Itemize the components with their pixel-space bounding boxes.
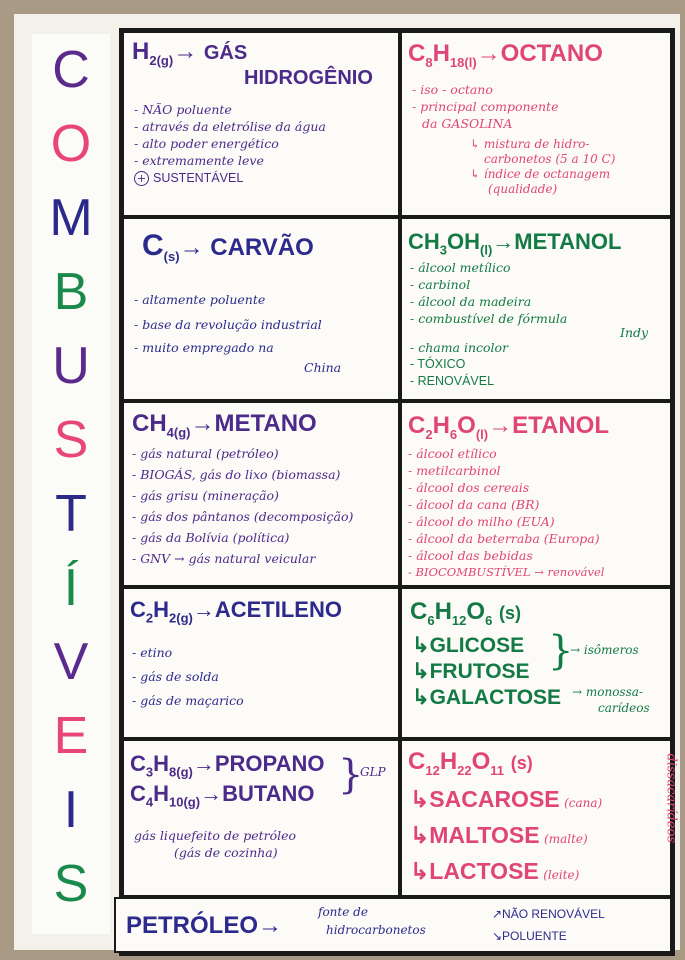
- glicose-s3: 6: [485, 612, 493, 628]
- petroleo-r2: ↘POLUENTE: [492, 929, 567, 943]
- sacarose-s3: 11: [490, 762, 505, 778]
- h2-item-2: - alto poder energético: [134, 136, 279, 151]
- etanol-c: C: [408, 412, 426, 439]
- sacarose-sugar-1: ↳MALTOSE: [410, 822, 540, 848]
- carvao-item-2: - muito empregado na: [134, 340, 274, 355]
- acetileno-item-1: - gás de solda: [132, 669, 219, 684]
- title-letter: S: [53, 855, 89, 913]
- title-letter: T: [55, 485, 87, 543]
- glicose-s2: 12: [451, 612, 467, 628]
- octano-arrow: →: [476, 40, 501, 67]
- octano-s1: 8: [425, 54, 433, 70]
- octano-note-3: (qualidade): [488, 182, 558, 196]
- metano-item-5: - GNV → gás natural veicular: [132, 551, 316, 566]
- carvao-item-0: - altamente poluente: [134, 292, 266, 307]
- title-letter: E: [53, 707, 89, 765]
- acetileno-item-0: - etino: [132, 645, 173, 660]
- sacarose-side: dissacarídeos: [663, 753, 679, 843]
- sacarose-h: H: [439, 748, 458, 775]
- metano-ch: CH: [132, 410, 167, 437]
- glicose-note3: carídeos: [598, 701, 650, 715]
- etanol-h: H: [432, 412, 450, 439]
- etanol-item-3: - álcool da cana (BR): [408, 497, 540, 512]
- octano-note-1: carbonetos (5 a 10 C): [484, 152, 616, 166]
- poster: [14, 14, 680, 950]
- h2-name1: GÁS: [203, 42, 248, 64]
- h2-item-1: - através da eletrólise da água: [134, 119, 326, 134]
- butano-s2: 10(g): [169, 794, 201, 810]
- petroleo-name: PETRÓLEO: [126, 912, 259, 939]
- octano-item-2: da GASOLINA: [422, 116, 513, 131]
- cell-petroleo: [114, 897, 672, 953]
- h2-arrow: →: [173, 38, 198, 65]
- etanol-name: ETANOL: [512, 412, 609, 439]
- glicose-brace: }: [548, 628, 574, 674]
- cell-acetileno: [122, 587, 400, 739]
- cell-glicose: [400, 587, 672, 739]
- glicose-note2: → monossa-: [572, 685, 643, 699]
- acetileno-name: ACETILENO: [214, 597, 342, 622]
- h2-item-3: - extremamente leve: [134, 153, 264, 168]
- etanol-item-6: - álcool das bebidas: [408, 548, 533, 563]
- sacarose-s1: 12: [425, 762, 440, 778]
- propano-name: →PROPANO: [192, 751, 325, 776]
- metanol-item-0: - álcool metílico: [410, 260, 511, 275]
- glicose-sugar-0: ↳GLICOSE: [412, 634, 525, 657]
- metanol-item-5: - chama incolor: [410, 340, 509, 355]
- h2-sub: 2(g): [149, 52, 174, 68]
- sacarose-src-2: (leite): [543, 868, 580, 882]
- glicose-o: O: [466, 598, 486, 625]
- cell-sacarose: [400, 739, 679, 897]
- glicose-state: (s): [498, 603, 521, 623]
- petroleo-arrow: →: [258, 912, 283, 939]
- etanol-item-7: - BIOCOMBUSTÍVEL → renovável: [408, 565, 605, 579]
- metano-item-4: - gás da Bolívia (política): [132, 530, 290, 545]
- title-letter: M: [49, 189, 93, 247]
- etanol-s1: 2: [425, 426, 433, 442]
- metanol-oh: OH: [447, 229, 481, 254]
- metano-name: METANO: [214, 410, 317, 437]
- metano-item-2: - gás grisu (mineração): [132, 488, 279, 503]
- sacarose-sugar-2: ↳LACTOSE: [410, 858, 539, 884]
- metanol-arrow: →: [492, 229, 515, 254]
- etanol-item-1: - metilcarbinol: [408, 463, 501, 478]
- sacarose-src-1: (malte): [544, 832, 588, 846]
- acetileno-s1: 2: [145, 610, 154, 626]
- cell-glp: [122, 739, 400, 897]
- butano-c: C: [130, 781, 146, 806]
- metanol-s2: (l): [480, 242, 493, 258]
- octano-item-1: - principal componente: [412, 99, 559, 114]
- metano-arrow: →: [190, 410, 215, 437]
- etanol-item-4: - álcool do milho (EUA): [408, 514, 555, 529]
- octano-s2: 18(l): [449, 54, 477, 70]
- metano-item-0: - gás natural (petróleo): [132, 446, 279, 461]
- etanol-arrow: →: [488, 412, 513, 439]
- cell-octano: [400, 31, 672, 217]
- h2-item-0: - NÃO poluente: [134, 102, 232, 117]
- cell-metano: [122, 401, 400, 587]
- sacarose-s2: 22: [457, 762, 472, 778]
- title-letter: Í: [63, 559, 79, 617]
- octano-h: H: [432, 40, 450, 67]
- title-letter: I: [63, 781, 79, 839]
- sacarose-state: (s): [510, 753, 533, 773]
- table-grid: [119, 28, 679, 956]
- etanol-o: O: [457, 412, 476, 439]
- metanol-name: METANOL: [514, 229, 622, 254]
- propano-s2: 8(g): [169, 764, 193, 780]
- acetileno-h: H: [153, 597, 170, 622]
- metanol-item-4: Indy: [620, 325, 649, 340]
- vertical-title: [32, 34, 110, 934]
- octano-c: C: [408, 40, 426, 67]
- petroleo-r1: ↗NÃO RENOVÁVEL: [492, 907, 605, 921]
- h2-name2: HIDROGÊNIO: [244, 67, 373, 89]
- sacarose-o: O: [471, 748, 491, 775]
- petroleo-desc2: hidrocarbonetos: [326, 923, 426, 937]
- acetileno-item-2: - gás de maçarico: [132, 693, 244, 708]
- etanol-item-2: - álcool dos cereais: [408, 480, 530, 495]
- octano-note-0: ↳ mistura de hidro-: [470, 137, 590, 151]
- title-letter: U: [52, 337, 90, 395]
- butano-s1: 4: [145, 794, 154, 810]
- glicose-sugar-2: ↳GALACTOSE: [412, 686, 562, 709]
- metanol-item-3: - combustível de fórmula: [410, 311, 568, 326]
- glp-item-0: gás liquefeito de petróleo: [134, 828, 297, 843]
- octano-note-2: ↳ índice de octanagem: [470, 167, 611, 181]
- carvao-item-3: China: [304, 360, 342, 375]
- petroleo-desc1: fonte de: [318, 905, 368, 919]
- glicose-sugar-1: ↳FRUTOSE: [412, 660, 530, 683]
- metanol-item-7: - RENOVÁVEL: [410, 374, 495, 388]
- cell-etanol: [400, 401, 672, 587]
- glicose-note1: → isômeros: [570, 643, 639, 657]
- cell-hidrogenio: [122, 31, 400, 217]
- sacarose-c: C: [408, 748, 426, 775]
- glp-label: GLP: [360, 765, 386, 779]
- propano-s1: 3: [145, 764, 154, 780]
- etanol-s2: 6: [449, 426, 458, 442]
- acetileno-c: C: [130, 597, 146, 622]
- etanol-s3: (l): [475, 426, 489, 442]
- acetileno-s2: 2(g): [169, 610, 193, 626]
- sacarose-sugar-0: ↳SACAROSE: [410, 786, 560, 812]
- plus-icon: +: [134, 171, 149, 186]
- glp-item-1: (gás de cozinha): [174, 845, 278, 860]
- propano-h: H: [153, 751, 170, 776]
- metanol-item-2: - álcool da madeira: [410, 294, 532, 309]
- metanol-ch: CH: [408, 229, 440, 254]
- h2-last: SUSTENTÁVEL: [152, 171, 244, 185]
- title-letter: V: [53, 633, 89, 691]
- sacarose-src-0: (cana): [564, 796, 603, 810]
- metano-item-1: - BIOGÁS, gás do lixo (biomassa): [132, 467, 341, 482]
- carvao-name: CARVÃO: [210, 234, 314, 261]
- etanol-item-5: - álcool da beterraba (Europa): [408, 531, 600, 546]
- metanol-s1: 3: [439, 242, 448, 258]
- acetileno-arrow: →: [192, 597, 215, 622]
- glicose-h: H: [434, 598, 452, 625]
- carvao-c: C: [142, 229, 164, 262]
- metano-item-3: - gás dos pântanos (decomposição): [132, 509, 354, 524]
- propano-c: C: [130, 751, 146, 776]
- octano-item-0: - iso - octano: [412, 82, 493, 97]
- glicose-s1: 6: [427, 612, 435, 628]
- carvao-arrow: →: [179, 234, 204, 261]
- metanol-item-1: - carbinol: [410, 277, 471, 292]
- carvao-item-1: - base da revolução industrial: [134, 317, 322, 332]
- etanol-item-0: - álcool etílico: [408, 446, 497, 461]
- butano-name: →BUTANO: [200, 781, 315, 806]
- glicose-c: C: [410, 598, 428, 625]
- octano-name: OCTANO: [500, 40, 603, 67]
- cell-metanol: [400, 217, 672, 401]
- h2-formula: H: [132, 38, 150, 65]
- title-letter: O: [50, 115, 92, 173]
- title-letter: C: [52, 41, 90, 99]
- carvao-s: (s): [163, 248, 180, 264]
- butano-h: H: [153, 781, 170, 806]
- title-letter: B: [53, 263, 89, 321]
- metano-s: 4(g): [166, 424, 191, 440]
- title-letter: S: [53, 411, 89, 469]
- metanol-item-6: - TÓXICO: [410, 357, 466, 371]
- glp-brace: }: [338, 752, 364, 798]
- cell-carvao: [122, 217, 400, 401]
